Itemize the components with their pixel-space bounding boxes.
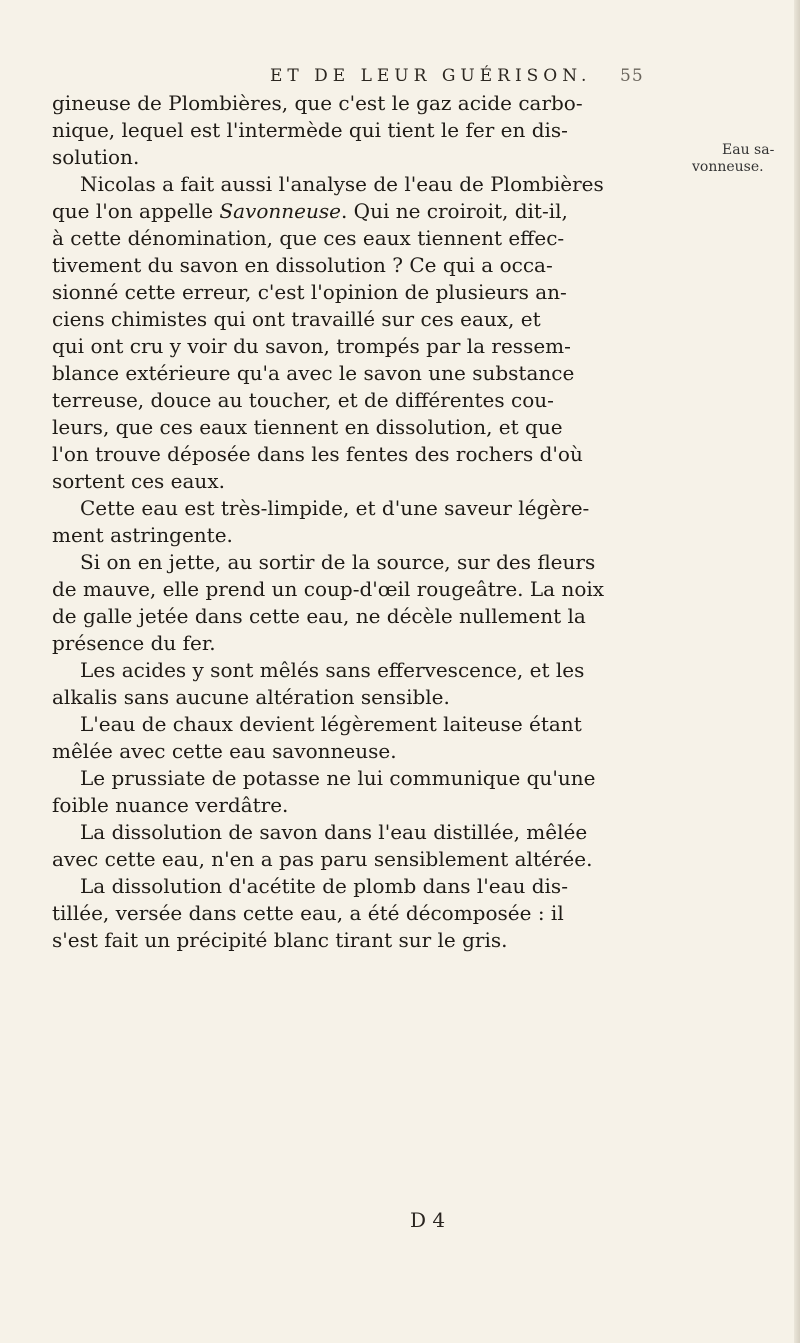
signature-mark: D 4 xyxy=(410,1208,446,1232)
margin-note-line: Eau sa- xyxy=(722,142,775,158)
text-line: ment astringente. xyxy=(52,523,233,547)
text-line: blance extérieure qu'a avec le savon une substance xyxy=(52,361,575,385)
margin-note-line: vonneuse. xyxy=(692,159,764,175)
text-line: à cette dénomination, que ces eaux tiennent effec- xyxy=(52,226,565,250)
text-line: tivement du savon en dissolution ? Ce qui a occa- xyxy=(52,253,553,277)
text-line: sortent ces eaux. xyxy=(52,469,225,493)
text-line: gineuse de Plombières, que c'est le gaz acide carbo- xyxy=(52,91,583,115)
text-line: foible nuance verdâtre. xyxy=(52,793,289,817)
text-line: tillée, versée dans cette eau, a été décomposée : il xyxy=(52,901,564,925)
italic-term: Savonneuse xyxy=(219,199,341,223)
text-line: Nicolas a fait aussi l'analyse de l'eau de Plombières xyxy=(80,172,604,196)
text-line: solution. xyxy=(52,145,140,169)
text-line: Cette eau est très-limpide, et d'une saveur légère- xyxy=(80,496,590,520)
page-number: 55 xyxy=(620,66,644,86)
text-line: La dissolution de savon dans l'eau distillée, mêlée xyxy=(80,820,588,844)
text-line: qui ont cru y voir du savon, trompés par la ressem- xyxy=(52,334,571,358)
text-line: présence du fer. xyxy=(52,631,216,655)
text-line: s'est fait un précipité blanc tirant sur le gris. xyxy=(52,928,508,952)
text-line: leurs, que ces eaux tiennent en dissolution, et que xyxy=(52,415,563,439)
text-line: de mauve, elle prend un coup-d'œil rougeâtre. La noix xyxy=(52,577,605,601)
text-line: terreuse, douce au toucher, et de différentes cou- xyxy=(52,388,554,412)
page-edge xyxy=(794,0,800,1343)
text-line: mêlée avec cette eau savonneuse. xyxy=(52,739,397,763)
text-line: La dissolution d'acétite de plomb dans l'eau dis- xyxy=(80,874,568,898)
margin-note xyxy=(692,142,797,176)
text-line: nique, lequel est l'intermède qui tient le fer en dis- xyxy=(52,118,568,142)
text-line: alkalis sans aucune altération sensible. xyxy=(52,685,450,709)
text-line: avec cette eau, n'en a pas paru sensiblement altérée. xyxy=(52,847,593,871)
text-line: de galle jetée dans cette eau, ne décèle nullement la xyxy=(52,604,586,628)
text-line: Le prussiate de potasse ne lui communique qu'une xyxy=(80,766,596,790)
text-line: Les acides y sont mêlés sans effervescence, et les xyxy=(80,658,585,682)
text-line: l'on trouve déposée dans les fentes des rochers d'où xyxy=(52,442,583,466)
header-title: ET DE LEUR GUÉRISON. xyxy=(270,66,592,86)
text-line: que l'on appelle Savonneuse. Qui ne croiroit, dit-il, xyxy=(52,199,568,223)
text-line: ciens chimistes qui ont travaillé sur ces eaux, et xyxy=(52,307,541,331)
text-line: sionné cette erreur, c'est l'opinion de plusieurs an- xyxy=(52,280,567,304)
text-line: Si on en jette, au sortir de la source, sur des fleurs xyxy=(80,550,596,574)
text-line: L'eau de chaux devient légèrement laiteuse étant xyxy=(80,712,582,736)
body-text xyxy=(52,90,660,954)
